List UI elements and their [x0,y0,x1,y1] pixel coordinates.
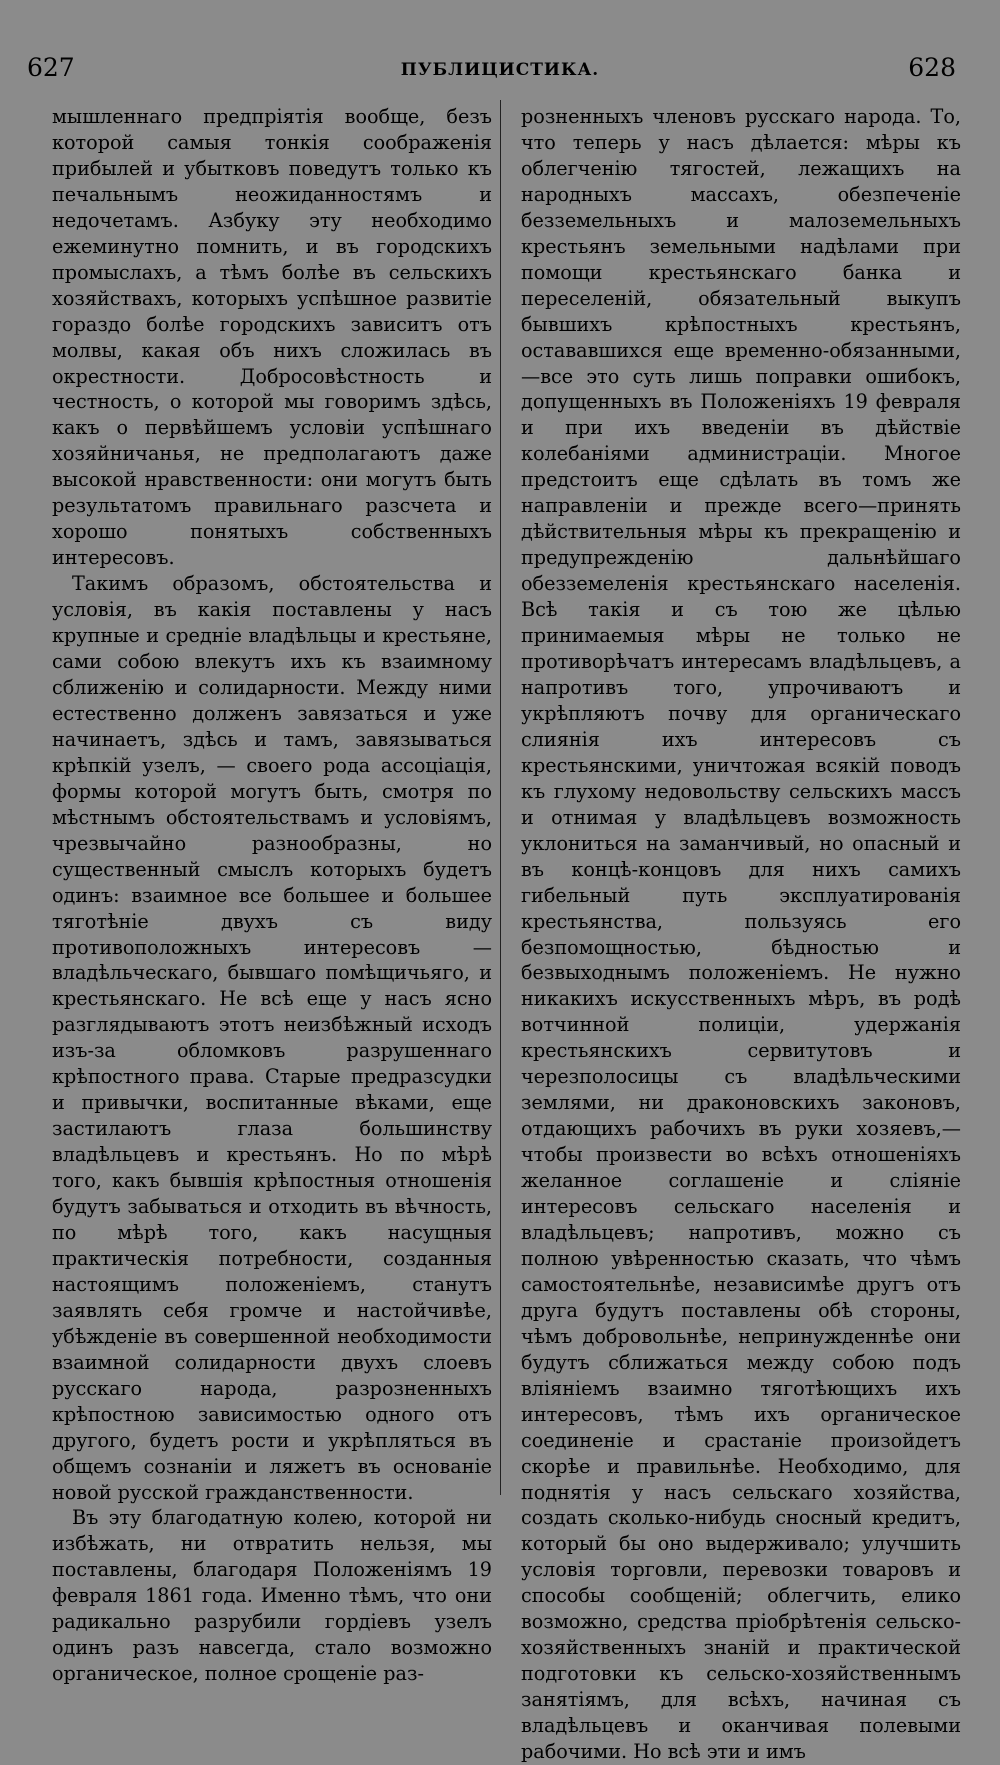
running-title: ПУБЛИЦИСТИКА. [400,60,600,80]
right-column-number: 628 [908,53,956,82]
column-divider [500,100,501,1495]
page-header [0,52,1000,92]
left-text-column [52,104,492,1687]
paragraph: Въ эту благодатную колею, которой ни избѣжать, ни отвратить нельзя, мы поставлены, благодаря Положеніямъ 19 февраля 1861 года. Именно тѣмъ, что они радикально разрубили гордіевъ узелъ одинъ разъ навсегда, стало возможно органическое, полное срощеніе раз- [52,1506,492,1686]
paragraph: мышленнаго предпріятія вообще, безъ которой самыя тонкія соображенія прибылей и убытковъ поведутъ только къ печальнымъ неожиданностямъ и недочетамъ. Азбуку эту необходимо ежеминутно помнить, и въ городскихъ промыслахъ, а тѣмъ болѣе въ сельскихъ хозяйствахъ, которыхъ успѣшное развитіе гораздо болѣе городскихъ зависитъ отъ молвы, какая объ нихъ сложилась въ окрестности. Добросовѣстность и честность, о которой мы говоримъ здѣсь, какъ о первѣйшемъ условіи успѣшнаго хозяйничанья, не предполагаютъ даже высокой нравственности: они могутъ быть результатомъ правильнаго разсчета и хорошо понятыхъ собственныхъ интересовъ. [52,105,492,570]
left-column-number: 627 [27,53,75,82]
right-text-column [521,104,961,1765]
paragraph: розненныхъ членовъ русскаго народа. То, что теперь у насъ дѣлается: мѣры къ облегченію тягостей, лежащихъ на народныхъ массахъ, обезпеченіе безземельныхъ и малоземельныхъ крестьянъ земельными надѣлами при помощи крестьянскаго банка и переселеній, обязательный выкупъ бывшихъ крѣпостныхъ крестьянъ, остававшихся еще временно-обязанными,—все это суть лишь поправки ошибокъ, допущенныхъ въ Положеніяхъ 19 февраля и при ихъ введеніи въ дѣйствіе колебаніями администраціи. Многое предстоитъ еще сдѣлать въ томъ же направленіи и прежде всего—принять дѣйствительныя мѣры къ прекращенію и предупрежденію дальнѣйшаго обезземеленія крестьянскаго населенія. Всѣ такія и съ тою же цѣлью принимаемыя мѣры не только не противорѣчатъ интересамъ владѣльцевъ, а напротивъ того, упрочиваютъ и укрѣпляютъ почву для органическаго слиянія ихъ интересовъ съ крестьянскими, уничтожая всякій поводъ къ глухому недовольству сельскихъ массъ и отнимая у владѣльцевъ возможность уклониться на заманчивый, но опасный и въ концѣ-концовъ для нихъ самихъ гибельный путь эксплуатированія крестьянства, пользуясь его безпомощностью, бѣдностью и безвыходнымъ положеніемъ. Не нужно никакихъ искусственныхъ мѣръ, въ родѣ вотчинной полиціи, удержанія крестьянскихъ сервитутовъ и черезполосицы съ владѣльческими землями, ни драконовскихъ законовъ, отдающихъ рабочихъ въ руки хозяевъ,—чтобы произвести во всѣхъ отношеніяхъ желанное соглашеніе и сліяніе интересовъ сельскаго населенія и владѣльцевъ; напротивъ, можно съ полною увѣренностью сказать, что чѣмъ самостоятельнѣе, независимѣе другъ отъ друга будутъ поставлены обѣ стороны, чѣмъ добровольнѣе, непринужденнѣе они будутъ сближаться между собою подъ вліяніемъ взаимно тяготѣющихъ ихъ интересовъ, тѣмъ ихъ органическое соединеніе и срастаніе произойдетъ скорѣе и правильнѣе. Необходимо, для поднятія у насъ сельскаго хозяйства, создать сколько-нибудь сносный кредитъ, который бы оно выдерживало; улучшить условія торговли, перевозки товаровъ и способы сообщеній; облегчить, елико возможно, средства пріобрѣтенія сельско-хозяйственныхъ знаній и практической подготовки къ сельско-хозяйственнымъ занятіямъ, для всѣхъ, начиная съ владѣльцевъ и оканчивая полевыми рабочими. Но всѣ эти и имъ [521,105,961,1764]
paragraph: Такимъ образомъ, обстоятельства и условія, въ какія поставлены у насъ крупные и средніе владѣльцы и крестьяне, сами собою влекутъ ихъ къ взаимному сближенію и солидарности. Между ними естественно долженъ завязаться и уже начинаетъ, здѣсь и тамъ, завязываться крѣпкій узелъ, — своего рода ассоціація, формы которой могутъ быть, смотря по мѣстнымъ обстоятельствамъ и условіямъ, чрезвычайно разнообразны, но существенный смыслъ которыхъ будетъ одинъ: взаимное все большее и большее тяготѣніе двухъ съ виду противоположныхъ интересовъ —владѣльческаго, бывшаго помѣщичьяго, и крестьянскаго. Не всѣ еще у насъ ясно разглядываютъ этотъ неизбѣжный исходъ изъ-за обломковъ разрушеннаго крѣпостного права. Старые предразсудки и привычки, воспитанные вѣками, еще застилаютъ глаза большинству владѣльцевъ и крестьянъ. Но по мѣрѣ того, какъ бывшія крѣпостныя отношенія будутъ забываться и отходить въ вѣчность, по мѣрѣ того, какъ насущныя практическія потребности, созданныя настоящимъ положеніемъ, станутъ заявлять себя громче и настойчивѣе, убѣжденіе въ совершенной необходимости взаимной солидарности двухъ слоевъ русскаго народа, разрозненныхъ крѣпостною зависимостью одного отъ другого, будетъ рости и укрѣпляться въ общемъ сознаніи и ляжетъ въ основаніе новой русской гражданственности. [52,572,492,1504]
